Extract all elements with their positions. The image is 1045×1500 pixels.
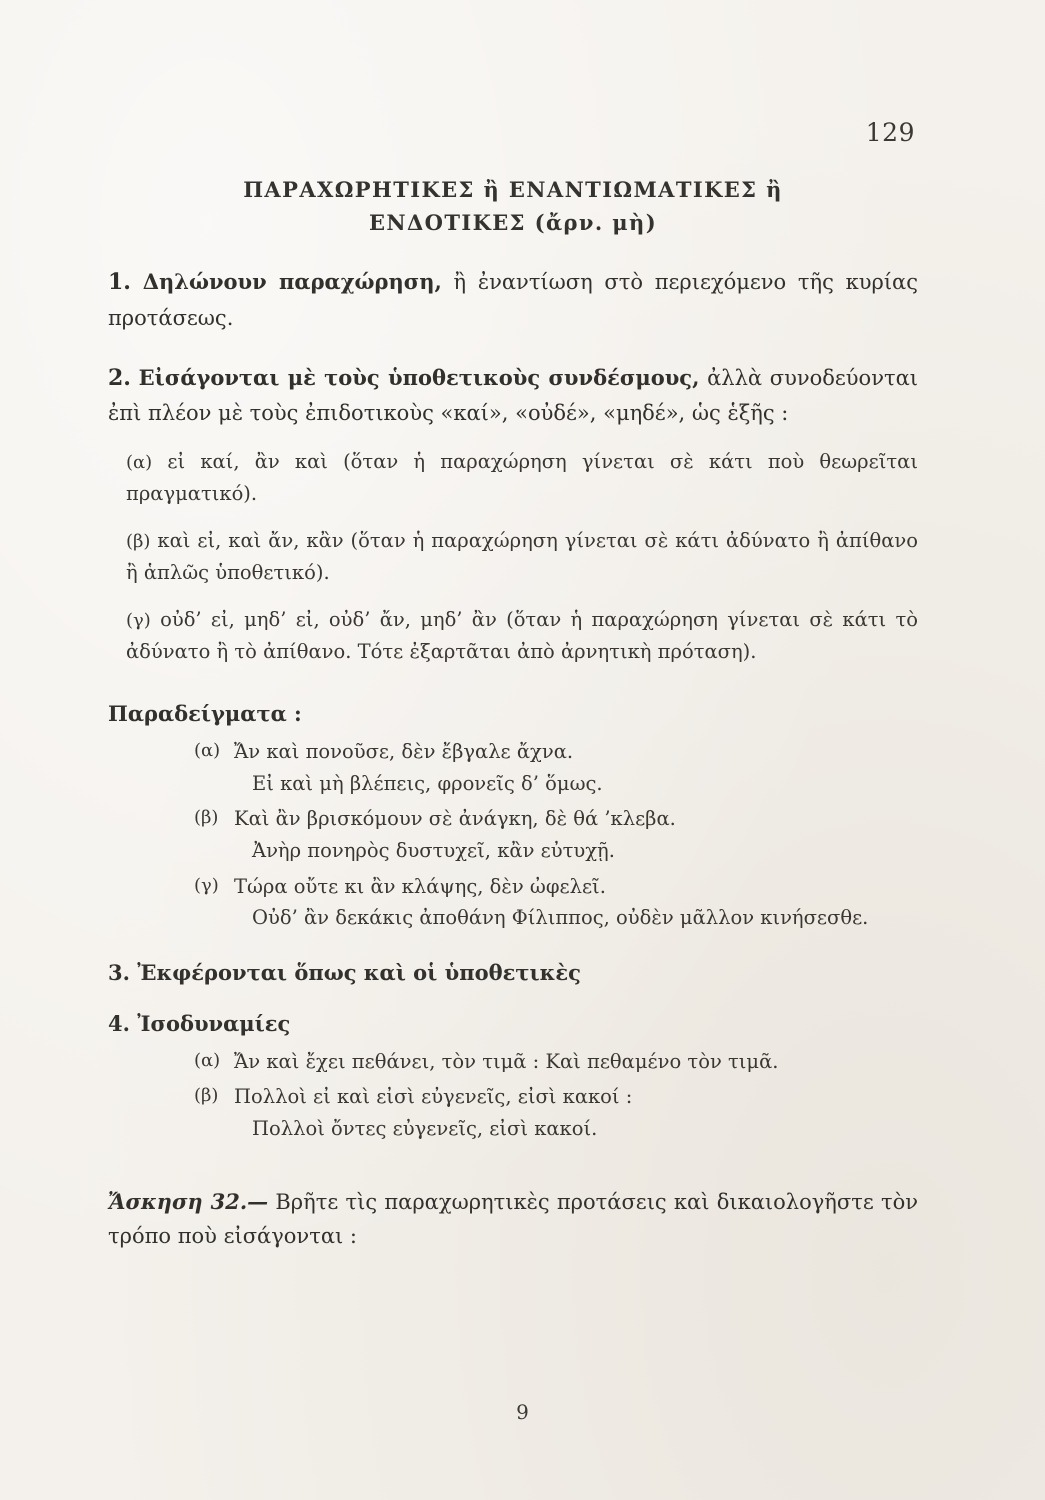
sub-item-alpha-text: εἰ καί, ἂν καὶ (ὅταν ἡ παραχώρηση γίνεται σὲ κάτι ποὺ θεωρεῖται πραγματικό). bbox=[126, 450, 918, 506]
exercise-text: Βρῆτε τὶς παραχωρητικὲς προτάσεις καὶ δικαιολογῆστε τὸν τρόπο ποὺ εἰσάγονται : bbox=[108, 1189, 918, 1248]
item-2-bold: Εἰσάγονται μὲ τοὺς ὑποθετικοὺς συνδέσμους, bbox=[138, 364, 700, 390]
example-gamma-line-2: Οὐδ’ ἂν δεκάκις ἀποθάνη Φίλιππος, οὐδὲν μᾶλλον κινήσεσθε. bbox=[252, 906, 869, 930]
equivalence-alpha-mark: (α) bbox=[194, 1049, 221, 1071]
item-1-number: 1. bbox=[108, 269, 131, 296]
examples-list bbox=[194, 736, 918, 933]
example-beta-line-1: Καὶ ἂν βρισκόμουν σὲ ἀνάγκη, δὲ θά ’κλεβα. bbox=[234, 807, 676, 831]
exercise-paragraph bbox=[108, 1185, 918, 1253]
page-title bbox=[108, 174, 918, 239]
item-4-number: 4. bbox=[108, 1010, 130, 1036]
example-row-beta bbox=[194, 803, 918, 866]
sub-item-alpha bbox=[126, 446, 918, 509]
example-beta-mark: (β) bbox=[194, 807, 219, 829]
item-4-text: Ἰσοδυναμίες bbox=[137, 1010, 291, 1036]
equivalence-beta-line-2: Πολλοὶ ὄντες εὐγενεῖς, εἰσὶ κακοί. bbox=[252, 1116, 598, 1140]
page-number-top: 129 bbox=[865, 118, 915, 147]
example-gamma-mark: (γ) bbox=[194, 874, 219, 896]
page-body bbox=[108, 96, 918, 1253]
equivalence-beta-mark: (β) bbox=[194, 1085, 219, 1107]
sub-item-gamma-mark: (γ) bbox=[126, 610, 151, 632]
item-2-number: 2. bbox=[108, 364, 131, 391]
equivalence-alpha-lines bbox=[234, 1046, 918, 1078]
sub-item-gamma bbox=[126, 604, 918, 667]
page-title-line2: ΕΝΔΟΤΙΚΕΣ (ἄρν. μὴ) bbox=[368, 209, 658, 235]
sub-item-beta-mark: (β) bbox=[126, 531, 151, 553]
item-3-number: 3. bbox=[108, 959, 130, 985]
numbered-item-2 bbox=[108, 361, 918, 431]
example-row-alpha bbox=[194, 736, 918, 799]
equivalences-list bbox=[194, 1046, 918, 1145]
sub-item-beta-text: καὶ εἰ, καὶ ἄν, κἂν (ὅταν ἡ παραχώρηση γίνεται σὲ κάτι ἀδύνατο ἢ ἀπίθανο ἢ ἁπλῶς ὑποθετικό). bbox=[126, 529, 918, 585]
example-alpha-line-2: Εἰ καὶ μὴ βλέπεις, φρονεῖς δ’ ὅμως. bbox=[252, 771, 603, 795]
example-beta-lines bbox=[234, 803, 918, 866]
example-row-gamma bbox=[194, 871, 918, 934]
example-alpha-lines bbox=[234, 736, 918, 799]
item-3-text: Ἐκφέρονται ὅπως καὶ οἱ ὑποθετικὲς bbox=[137, 959, 581, 985]
equivalence-beta-lines bbox=[234, 1081, 918, 1144]
item-2-rest: ἀλλὰ συνοδεύονται ἐπὶ πλέον μὲ τοὺς ἐπιδοτικοὺς «καί», «οὐδέ», «μηδέ», ὡς ἑξῆς : bbox=[108, 365, 919, 426]
example-alpha-line-1: Ἄν καὶ πονοῦσε, δὲν ἔβγαλε ἄχνα. bbox=[234, 740, 574, 764]
sub-item-gamma-text: οὐδ’ εἰ, μηδ’ εἰ, οὐδ’ ἄν, μηδ’ ἂν (ὅταν ἡ παραχώρηση γίνεται σὲ κάτι τὸ ἀδύνατο ἢ τὸ ἀπίθανο. Τότε ἐξαρτᾶται ἀπὸ ἀρνητικὴ πρόταση). bbox=[126, 608, 918, 664]
page-title-line1: ΠΑΡΑΧΩΡΗΤΙΚΕΣ ἢ ΕΝΑΝΤΙΩΜΑΤΙΚΕΣ ἢ bbox=[243, 177, 783, 202]
numbered-item-4 bbox=[108, 1011, 918, 1036]
equivalence-row-alpha bbox=[194, 1046, 918, 1078]
sub-item-beta bbox=[126, 525, 918, 588]
numbered-item-3 bbox=[108, 960, 918, 985]
example-gamma-lines bbox=[234, 871, 918, 934]
equivalence-alpha-line-1: Ἄν καὶ ἔχει πεθάνει, τὸν τιμᾶ : Καὶ πεθαμένο τὸν τιμᾶ. bbox=[234, 1049, 779, 1073]
equivalence-row-beta bbox=[194, 1081, 918, 1144]
exercise-label: Ἄσκηση 32.— bbox=[108, 1188, 269, 1214]
example-beta-line-2: Ἀνὴρ πονηρὸς δυστυχεῖ, κἂν εὐτυχῇ. bbox=[252, 839, 615, 863]
example-alpha-mark: (α) bbox=[194, 740, 221, 762]
item-1-bold: Δηλώνουν παραχώρηση, bbox=[142, 269, 442, 295]
page-number-bottom: 9 bbox=[516, 1400, 529, 1424]
item-1-rest: ἢ ἐναντίωση στὸ περιεχόμενο τῆς κυρίας προτάσεως. bbox=[108, 270, 918, 330]
numbered-item-1 bbox=[108, 265, 918, 335]
examples-heading: Παραδείγματα : bbox=[108, 701, 302, 727]
equivalence-beta-line-1: Πολλοὶ εἰ καὶ εἰσὶ εὐγενεῖς, εἰσὶ κακοί : bbox=[234, 1085, 633, 1109]
example-gamma-line-1: Τώρα οὔτε κι ἂν κλάψης, δὲν ὠφελεῖ. bbox=[234, 874, 606, 898]
sub-item-alpha-mark: (α) bbox=[126, 452, 153, 474]
